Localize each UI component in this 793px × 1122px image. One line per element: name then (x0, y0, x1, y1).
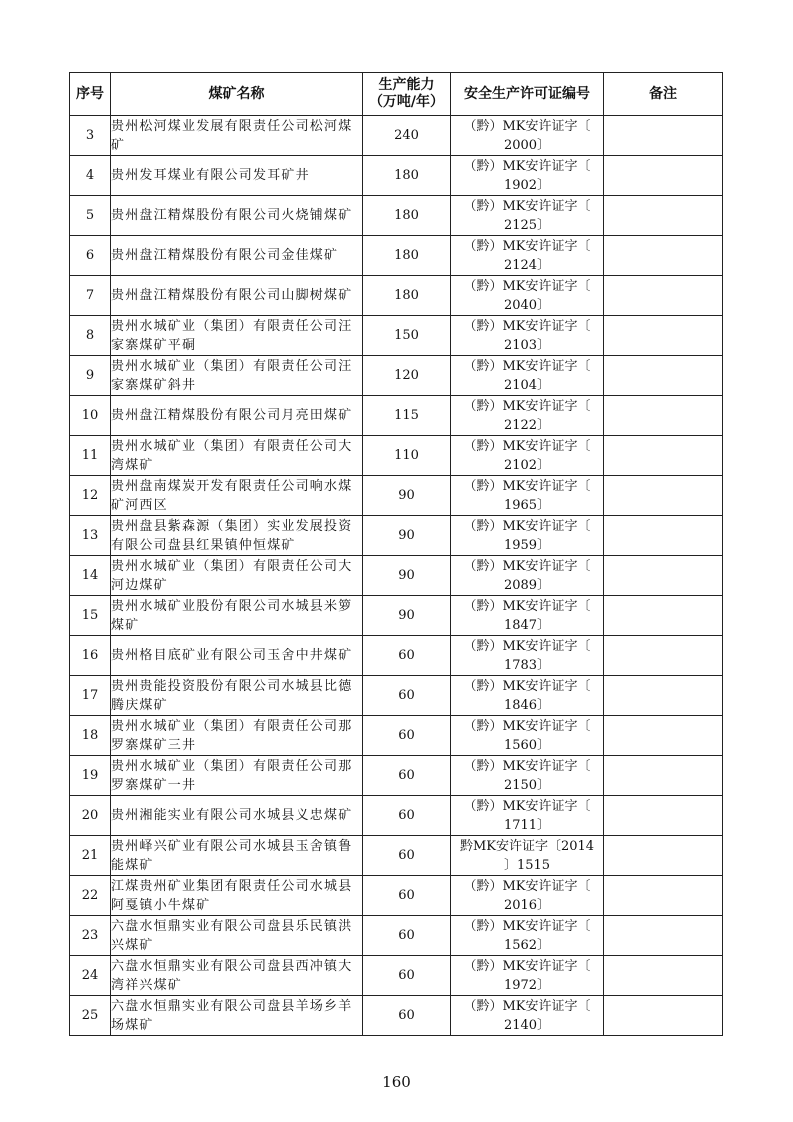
row-mine-name: 贵州盘江精煤股份有限公司月亮田煤矿 (111, 396, 363, 436)
row-remarks (604, 916, 723, 956)
table-row (70, 996, 723, 1036)
row-mine-name: 贵州盘江精煤股份有限公司金佳煤矿 (111, 236, 363, 276)
row-permit-number (451, 276, 604, 316)
table-row (70, 156, 723, 196)
table-row (70, 956, 723, 996)
table-row (70, 276, 723, 316)
row-mine-name: 贵州水城矿业（集团）有限责任公司汪家寨煤矿斜井 (111, 356, 363, 396)
row-permit-line2: 1846〕 (503, 697, 551, 713)
row-permit-line2: 1560〕 (503, 737, 551, 753)
row-permit-line2: 2104〕 (503, 377, 551, 393)
row-serial-number: 16 (70, 636, 111, 676)
row-capacity: 60 (363, 836, 451, 876)
row-permit-line2: 2089〕 (503, 577, 551, 593)
row-remarks (604, 956, 723, 996)
row-capacity: 110 (363, 436, 451, 476)
table-row (70, 396, 723, 436)
row-permit-line1: （黔）MK安许证字〔 (463, 358, 591, 374)
row-permit-line2: 1562〕 (503, 937, 551, 953)
row-permit-number (451, 476, 604, 516)
row-permit-line2: 2122〕 (503, 417, 551, 433)
row-permit-line1: （黔）MK安许证字〔 (463, 878, 591, 894)
row-permit-number (451, 436, 604, 476)
row-remarks (604, 996, 723, 1036)
row-permit-line2: 2125〕 (503, 217, 551, 233)
row-permit-line1: （黔）MK安许证字〔 (463, 918, 591, 934)
table-row (70, 756, 723, 796)
row-permit-number (451, 316, 604, 356)
row-serial-number: 24 (70, 956, 111, 996)
row-capacity: 60 (363, 716, 451, 756)
row-mine-name: 贵州松河煤业发展有限责任公司松河煤矿 (111, 116, 363, 156)
row-remarks (604, 436, 723, 476)
row-mine-name: 贵州发耳煤业有限公司发耳矿井 (111, 156, 363, 196)
table-header-row (70, 73, 723, 116)
row-permit-line2: 2016〕 (503, 897, 551, 913)
row-remarks (604, 516, 723, 556)
row-capacity: 240 (363, 116, 451, 156)
row-remarks (604, 636, 723, 676)
table-row (70, 196, 723, 236)
row-capacity: 60 (363, 956, 451, 996)
header-permit-number: 安全生产许可证编号 (451, 73, 604, 116)
row-permit-line2: 1783〕 (503, 657, 551, 673)
row-serial-number: 12 (70, 476, 111, 516)
row-permit-number (451, 676, 604, 716)
row-permit-line1: 黔MK安许证字〔2014 (459, 838, 595, 854)
row-mine-name: 贵州盘江精煤股份有限公司火烧铺煤矿 (111, 196, 363, 236)
row-serial-number: 15 (70, 596, 111, 636)
row-permit-line2: 1965〕 (503, 497, 551, 513)
row-permit-line2: 1959〕 (503, 537, 551, 553)
row-serial-number: 23 (70, 916, 111, 956)
row-capacity: 60 (363, 916, 451, 956)
row-permit-line2: 1711〕 (503, 817, 551, 833)
row-permit-number (451, 836, 604, 876)
row-mine-name: 六盘水恒鼎实业有限公司盘县乐民镇洪兴煤矿 (111, 916, 363, 956)
row-capacity: 60 (363, 796, 451, 836)
row-remarks (604, 796, 723, 836)
row-permit-line2: 2124〕 (503, 257, 551, 273)
row-serial-number: 19 (70, 756, 111, 796)
row-permit-line2: 1902〕 (503, 177, 551, 193)
row-permit-line1: （黔）MK安许证字〔 (463, 958, 591, 974)
row-mine-name: 六盘水恒鼎实业有限公司盘县西冲镇大湾祥兴煤矿 (111, 956, 363, 996)
row-capacity: 180 (363, 276, 451, 316)
table-body (70, 116, 723, 1036)
row-permit-line1: （黔）MK安许证字〔 (463, 678, 591, 694)
row-mine-name: 贵州水城矿业（集团）有限责任公司汪家寨煤矿平硐 (111, 316, 363, 356)
row-capacity: 90 (363, 596, 451, 636)
row-capacity: 120 (363, 356, 451, 396)
row-serial-number: 8 (70, 316, 111, 356)
row-capacity: 90 (363, 556, 451, 596)
row-permit-line2: 2102〕 (503, 457, 551, 473)
table-row (70, 596, 723, 636)
row-serial-number: 18 (70, 716, 111, 756)
row-permit-line1: （黔）MK安许证字〔 (463, 758, 591, 774)
row-permit-number (451, 156, 604, 196)
table-row (70, 636, 723, 676)
row-permit-line1: （黔）MK安许证字〔 (463, 398, 591, 414)
row-permit-line1: （黔）MK安许证字〔 (463, 798, 591, 814)
row-permit-line2: 2150〕 (503, 777, 551, 793)
row-remarks (604, 196, 723, 236)
row-remarks (604, 836, 723, 876)
header-capacity (363, 73, 451, 116)
row-remarks (604, 116, 723, 156)
table-row (70, 916, 723, 956)
row-permit-line1: （黔）MK安许证字〔 (463, 158, 591, 174)
header-capacity-line2: （万吨/年） (368, 94, 445, 110)
row-permit-number (451, 756, 604, 796)
header-capacity-line1: 生产能力 (378, 77, 435, 93)
row-serial-number: 11 (70, 436, 111, 476)
row-permit-line2: 2040〕 (503, 297, 551, 313)
row-permit-number (451, 236, 604, 276)
row-permit-number (451, 956, 604, 996)
row-capacity: 180 (363, 196, 451, 236)
table-row (70, 356, 723, 396)
row-permit-line1: （黔）MK安许证字〔 (463, 718, 591, 734)
coal-mine-table (69, 72, 723, 1036)
page-number: 160 (382, 1073, 411, 1091)
row-mine-name: 贵州湘能实业有限公司水城县义忠煤矿 (111, 796, 363, 836)
row-capacity: 90 (363, 476, 451, 516)
row-permit-line2: 1847〕 (503, 617, 551, 633)
row-remarks (604, 876, 723, 916)
table-row (70, 556, 723, 596)
row-permit-number (451, 596, 604, 636)
row-mine-name: 贵州水城矿业（集团）有限责任公司大河边煤矿 (111, 556, 363, 596)
header-serial-number: 序号 (70, 73, 111, 116)
table-row (70, 236, 723, 276)
row-mine-name: 贵州盘南煤炭开发有限责任公司响水煤矿河西区 (111, 476, 363, 516)
row-serial-number: 17 (70, 676, 111, 716)
row-permit-line1: （黔）MK安许证字〔 (463, 638, 591, 654)
row-mine-name: 贵州水城矿业（集团）有限责任公司大湾煤矿 (111, 436, 363, 476)
row-permit-number (451, 716, 604, 756)
table-row (70, 876, 723, 916)
row-serial-number: 10 (70, 396, 111, 436)
row-remarks (604, 156, 723, 196)
row-serial-number: 14 (70, 556, 111, 596)
row-permit-number (451, 636, 604, 676)
row-permit-line1: （黔）MK安许证字〔 (463, 438, 591, 454)
row-permit-number (451, 916, 604, 956)
row-permit-line1: （黔）MK安许证字〔 (463, 318, 591, 334)
row-capacity: 180 (363, 156, 451, 196)
row-capacity: 60 (363, 876, 451, 916)
header-remarks: 备注 (604, 73, 723, 116)
row-capacity: 60 (363, 996, 451, 1036)
table-row (70, 316, 723, 356)
row-permit-line2: 1972〕 (503, 977, 551, 993)
row-serial-number: 5 (70, 196, 111, 236)
row-remarks (604, 676, 723, 716)
row-permit-line1: （黔）MK安许证字〔 (463, 598, 591, 614)
table-row (70, 516, 723, 556)
row-capacity: 60 (363, 756, 451, 796)
row-capacity: 60 (363, 676, 451, 716)
row-permit-number (451, 996, 604, 1036)
row-permit-number (451, 796, 604, 836)
row-permit-line1: （黔）MK安许证字〔 (463, 518, 591, 534)
row-remarks (604, 556, 723, 596)
table-row (70, 676, 723, 716)
row-capacity: 115 (363, 396, 451, 436)
row-permit-line2: 2103〕 (503, 337, 551, 353)
row-remarks (604, 356, 723, 396)
table-row (70, 476, 723, 516)
row-permit-line1: （黔）MK安许证字〔 (463, 478, 591, 494)
row-permit-line1: （黔）MK安许证字〔 (463, 278, 591, 294)
row-remarks (604, 756, 723, 796)
row-permit-number (451, 356, 604, 396)
row-permit-line2: 2140〕 (503, 1017, 551, 1033)
row-permit-line1: （黔）MK安许证字〔 (463, 998, 591, 1014)
row-permit-line2: 2000〕 (503, 137, 551, 153)
row-permit-line1: （黔）MK安许证字〔 (463, 198, 591, 214)
row-serial-number: 3 (70, 116, 111, 156)
row-permit-line1: （黔）MK安许证字〔 (463, 558, 591, 574)
row-remarks (604, 276, 723, 316)
row-remarks (604, 316, 723, 356)
row-remarks (604, 476, 723, 516)
row-permit-line1: （黔）MK安许证字〔 (463, 238, 591, 254)
row-serial-number: 6 (70, 236, 111, 276)
row-permit-number (451, 396, 604, 436)
row-mine-name: 贵州盘县紫森源（集团）实业发展投资有限公司盘县红果镇仲恒煤矿 (111, 516, 363, 556)
row-serial-number: 9 (70, 356, 111, 396)
row-permit-number (451, 556, 604, 596)
row-remarks (604, 236, 723, 276)
table-row (70, 436, 723, 476)
row-mine-name: 江煤贵州矿业集团有限责任公司水城县阿戛镇小牛煤矿 (111, 876, 363, 916)
row-serial-number: 7 (70, 276, 111, 316)
row-mine-name: 贵州贵能投资股份有限公司水城县比德腾庆煤矿 (111, 676, 363, 716)
table-row (70, 116, 723, 156)
row-capacity: 150 (363, 316, 451, 356)
row-serial-number: 22 (70, 876, 111, 916)
row-remarks (604, 396, 723, 436)
row-permit-number (451, 116, 604, 156)
table-row (70, 796, 723, 836)
table-row (70, 836, 723, 876)
row-serial-number: 4 (70, 156, 111, 196)
row-permit-line1: （黔）MK安许证字〔 (463, 118, 591, 134)
row-mine-name: 六盘水恒鼎实业有限公司盘县羊场乡羊场煤矿 (111, 996, 363, 1036)
row-serial-number: 20 (70, 796, 111, 836)
header-mine-name: 煤矿名称 (111, 73, 363, 116)
row-serial-number: 13 (70, 516, 111, 556)
row-permit-number (451, 516, 604, 556)
row-mine-name: 贵州格目底矿业有限公司玉舍中井煤矿 (111, 636, 363, 676)
row-mine-name: 贵州水城矿业股份有限公司水城县米箩煤矿 (111, 596, 363, 636)
row-permit-number (451, 876, 604, 916)
row-remarks (604, 596, 723, 636)
row-permit-line2: 〕1515 (503, 857, 551, 873)
row-mine-name: 贵州峄兴矿业有限公司水城县玉舍镇鲁能煤矿 (111, 836, 363, 876)
row-mine-name: 贵州水城矿业（集团）有限责任公司那罗寨煤矿一井 (111, 756, 363, 796)
row-serial-number: 21 (70, 836, 111, 876)
row-remarks (604, 716, 723, 756)
row-mine-name: 贵州水城矿业（集团）有限责任公司那罗寨煤矿三井 (111, 716, 363, 756)
row-permit-number (451, 196, 604, 236)
row-capacity: 90 (363, 516, 451, 556)
row-serial-number: 25 (70, 996, 111, 1036)
row-mine-name: 贵州盘江精煤股份有限公司山脚树煤矿 (111, 276, 363, 316)
table-row (70, 716, 723, 756)
row-capacity: 60 (363, 636, 451, 676)
row-capacity: 180 (363, 236, 451, 276)
